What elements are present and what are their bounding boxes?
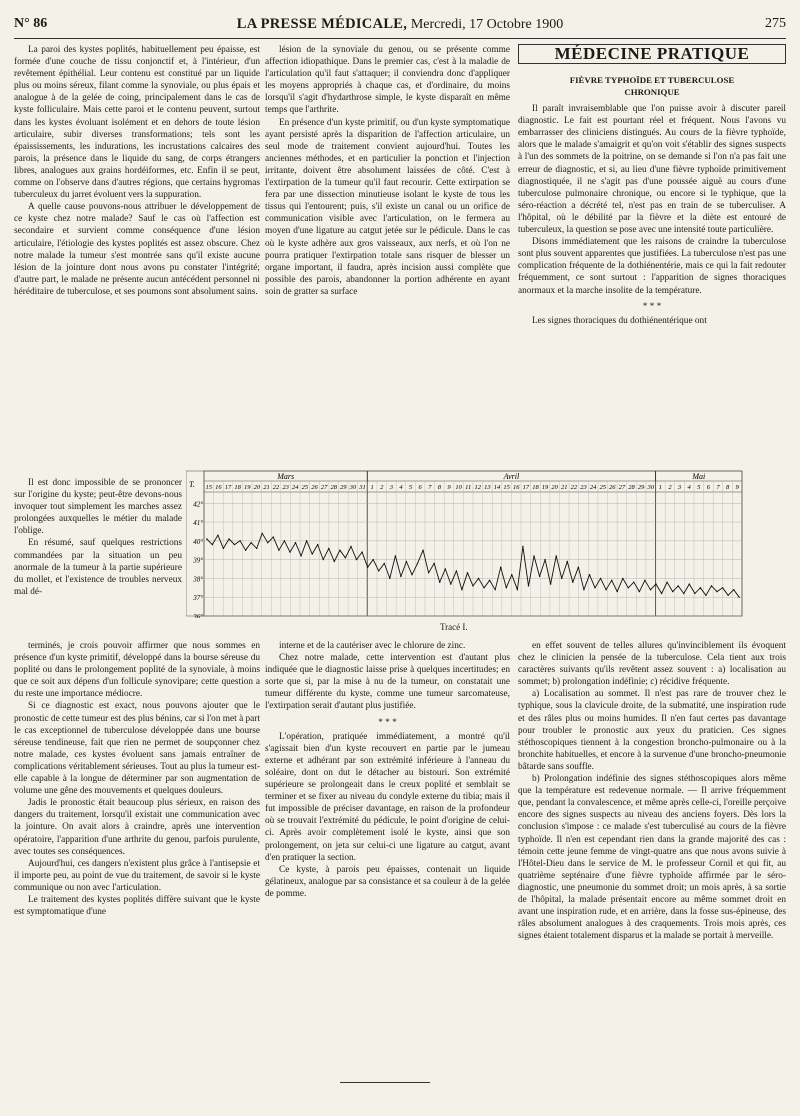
y-tick-label: 36° [193, 613, 203, 618]
column-3-bottom [518, 640, 786, 1095]
day-tick-label: 18 [532, 484, 539, 491]
day-tick-label: 6 [706, 484, 710, 491]
temperature-point [228, 538, 229, 539]
day-tick-label: 22 [272, 484, 280, 491]
paragraph: lésion de la synoviale du genou, ou se présente comme affection idiopathique. Dans le premier cas, c'est à la maladie de l'articulation qu'il faut s'attaquer; il conviendra donc d'appliquer les moyens appropriés à chaque cas, et d'ordinaire, du moins lorsqu'il s'agit d'hydarthrose simple, le kyste disparaît en même temps que l'arthrite. [265, 45, 510, 116]
issue-date: Mercredi, 17 Octobre 1900 [410, 17, 564, 32]
section-title: MÉDECINE PRATIQUE [518, 44, 786, 64]
temperature-point [467, 572, 468, 573]
day-tick-label: 7 [716, 484, 720, 491]
day-tick-label: 13 [484, 484, 491, 491]
temperature-point [506, 587, 507, 588]
temperature-point [655, 583, 656, 584]
day-tick-label: 19 [541, 484, 549, 491]
day-tick-label: 2 [668, 484, 672, 491]
temperature-point [522, 546, 523, 547]
temperature-point [544, 559, 545, 560]
temperature-point [495, 589, 496, 590]
temperature-point [378, 570, 379, 571]
day-tick-label: 5 [697, 484, 701, 491]
temperature-point [312, 553, 313, 554]
temperature-point [628, 587, 629, 588]
day-tick-label: 24 [589, 484, 597, 491]
temperature-point [739, 597, 740, 598]
section-stars: * * * [642, 301, 662, 312]
issue-number: N° 86 [14, 16, 48, 31]
journal-title-line [14, 16, 786, 33]
temperature-point [434, 563, 435, 564]
day-tick-label: 29 [637, 484, 645, 491]
temperature-point [317, 544, 318, 545]
journal-title: LA PRESSE MÉDICALE, [236, 16, 408, 32]
paragraph: en effet souvent de telles allures qu'invinciblement ils évoquent chez le clinicien la pensée de la tuberculose. Cela tient aux trois caractères suivants qu'ils revêtent assez souvent : a) localisation au sommet; b) prolongation indéfinie; c) récidive fréquente. [518, 641, 786, 688]
temperature-point [245, 550, 246, 551]
day-tick-label: 1 [370, 484, 374, 491]
temperature-point [700, 587, 701, 588]
day-tick-label: 18 [234, 484, 241, 491]
temperature-point [373, 559, 374, 560]
paragraph: Chez notre malade, cette intervention est d'autant plus indiquée que le diagnostic laisse prise à quelques incertitudes; en sorte que si, par la mise à nu de la tumeur, on constatait une tumeur différente du kyste, comme une tumeur sarcomateuse, l'extirpation serait d'autant plus justifiée. [265, 653, 510, 712]
day-tick-label: 10 [455, 484, 462, 491]
temperature-point [389, 578, 390, 579]
paragraph: interne et de la cautériser avec le chlorure de zinc. [279, 641, 466, 651]
temperature-point [273, 536, 274, 537]
temperature-point [633, 582, 634, 583]
paragraph: Aujourd'hui, ces dangers n'existent plus grâce à l'antisepsie et il importe peu, au point de vue du traitement, de savoir si le kyste communique ou non avec l'articulation. [14, 858, 260, 893]
day-tick-label: 4 [687, 484, 691, 491]
day-tick-label: 17 [224, 484, 232, 491]
y-tick-label: 39° [193, 556, 203, 565]
temperature-point [572, 582, 573, 583]
temperature-point [694, 593, 695, 594]
day-tick-label: 28 [628, 484, 635, 491]
temperature-point [384, 563, 385, 564]
temperature-point [716, 591, 717, 592]
temperature-chart [186, 470, 744, 618]
day-tick-label: 2 [380, 484, 384, 491]
temperature-point [289, 551, 290, 552]
day-tick-label: 6 [418, 484, 422, 491]
day-tick-label: 16 [512, 484, 520, 491]
temperature-point [561, 578, 562, 579]
temperature-point [445, 568, 446, 569]
paragraph: Disons immédiatement que les raisons de craindre la tuberculose sont plus souvent apparentes que justifiées. La tuberculose n'est pas une complication fréquente de la dothiénentérie, mais ce qui la fait redouter fréquemment, ce sont surtout : l'apparition de signes thoraciques anormaux et la marche insolite de la température. [518, 237, 786, 296]
y-tick-label: 40° [193, 537, 203, 546]
day-tick-label: 20 [551, 484, 558, 491]
temperature-point [345, 557, 346, 558]
day-tick-label: 27 [320, 484, 328, 491]
day-tick-label: 15 [503, 484, 510, 491]
article-title-line: FIÈVRE TYPHOÏDE ET TUBERCULOSE [569, 75, 735, 86]
temperature-point [361, 551, 362, 552]
y-axis-label: T. [189, 480, 195, 489]
day-tick-label: 8 [725, 484, 730, 491]
column-2-bottom [265, 640, 510, 1095]
temperature-point [661, 593, 662, 594]
day-tick-label: 21 [561, 484, 568, 491]
paragraph: Il est donc impossible de se prononcer sur l'origine du kyste; peut-être devons-nous invoquer tout simplement les marches assez prolongées auxquelles le métier du malade l'oblige. [14, 478, 182, 537]
page-number: 275 [765, 16, 786, 31]
temperature-point [511, 574, 512, 575]
temperature-point [223, 548, 224, 549]
temperature-point [528, 585, 529, 586]
day-tick-label: 29 [340, 484, 347, 491]
day-tick-label: 8 [437, 484, 441, 491]
paragraph: b) Prolongation indéfinie des signes stéthoscopiques alors même que la température est redevenue normale. — Il arrive fréquemment que, pendant la convalescence, et même après celle-ci, l'oreille perçoive encore des signes suspects au niveau des anciens foyers. Dès lors la conclusion s'impose : ce malade s'est tuberculisé au cours de la fièvre typhoïde. Il n'en est cependant rien dans la grande majorité des cas : témoin cette jeune femme de vingt-quatre ans que nous avons suivie à l'Hôtel-Dieu dans le service de M. le professeur Cornil et qui fit, au quatrième septénaire d'une fièvre typhoïde affirmée par le séro-diagnostic, une pneumonie du sommet droit; un mois après, à sa sortie de l'hôpital, la malade présentait encore au même sommet droit en avant une inspiration rude, et en arrière, dans la fosse sus-épineuse, des râles absolument analogues à des craquements. Trois mois après, ces signes étaient totalement disparus et la malade se portait à merveille. [518, 774, 786, 942]
temperature-point [334, 561, 335, 562]
column-3-top [518, 44, 786, 468]
temperature-point [578, 567, 579, 568]
day-tick-label: 7 [428, 484, 432, 491]
month-label: Mars [277, 472, 295, 481]
day-tick-label: 4 [399, 484, 403, 491]
temperature-point [367, 567, 368, 568]
column-2-top [265, 44, 510, 468]
temperature-point [400, 576, 401, 577]
temperature-point [605, 589, 606, 590]
temperature-point [539, 576, 540, 577]
temperature-point [406, 561, 407, 562]
y-tick-label: 41° [193, 519, 203, 528]
day-tick-label: 12 [474, 484, 482, 491]
temperature-point [356, 559, 357, 560]
temperature-point [239, 540, 240, 541]
day-tick-label: 26 [311, 484, 318, 491]
day-tick-label: 5 [408, 484, 413, 491]
temperature-point [622, 578, 623, 579]
temperature-point [517, 589, 518, 590]
paragraph: En présence d'un kyste primitif, ou d'un kyste symptomatique ayant persisté après la disparition de l'affection articulaire, un seul mode de traitement convient aujourd'hui. Toutes les anciennes méthodes, et en particulier la ponction et l'injection irritante, doivent être absolument laissées de côté. C'est à l'extirpation de la tumeur qu'il faut recourir. Cette extirpation se fera par une dissection minutieuse isolant le kyste de tous les tissus qui l'entourent; puis, s'il existe un canal ou un orifice de communication visible avec l'articulation, on le fermera au moyen d'une ligature au catgut jetée sur le pédicule. Dans le cas où le kyste adhère aux gros vaisseaux, aux nerfs, et où l'on ne pourra pratiquer l'extirpation totale sans risquer de blesser un organe important, il faudra, après incision aussi complète que possible des parois, abandonner la portion adhérente en ayant soin de gratter sa surface [265, 117, 510, 297]
day-tick-label: 14 [493, 484, 501, 491]
temperature-point [339, 550, 340, 551]
column-1-top [14, 44, 260, 468]
day-tick-label: 31 [359, 484, 366, 491]
day-tick-label: 16 [215, 484, 222, 491]
temperature-point [678, 585, 679, 586]
day-tick-label: 23 [580, 484, 587, 491]
temperature-point [267, 542, 268, 543]
temperature-point [417, 563, 418, 564]
paragraph: Il paraît invraisemblable que l'on puisse avoir à discuter pareil diagnostic. Le fait est pourtant réel et fréquent. Nous l'avons vu embarrasser des cliniciens distingués. Au cours de la fièvre typhoïde, alors que le malade s'amaigrit et qu'on voit s'établir des signes suspects à l'un des sommets de la poitrine, on se demande si l'on n'a pas fait une erreur de diagnostic, et si, au lieu d'une fièvre typhoïde primitivement diagnostiquée, il ne s'agit pas d'une poussée aiguë au cours d'une tuberculose pulmonaire chronique, ou encore si le typhique, que la séro-réaction a décrété tel, n'est pas en train de se tuberculiser. A l'hôpital, où le débilité par la fièvre et la diète est entouré de tuberculeux, la question se pose avec une intensité toute particulière. [518, 104, 786, 236]
temperature-point [689, 583, 690, 584]
temperature-point [350, 546, 351, 547]
day-tick-label: 30 [349, 484, 357, 491]
temperature-point [478, 578, 479, 579]
temperature-point [483, 587, 484, 588]
chart-caption: Tracé I. [440, 622, 468, 632]
column-1-bottom [14, 640, 260, 1095]
temperature-point [428, 572, 429, 573]
temperature-point [711, 585, 712, 586]
paragraph: A quelle cause pouvons-nous attribuer le développement de ce kyste chez notre malade? Sauf le cas où l'affection est secondaire et survient comme conséquence d'une lésion articulaire, l'étiologie des kystes poplités est assez obscure. Chez notre malade la tumeur s'est montrée sans qu'il existe aucune lésion de la jointure dont nous avons pu constater l'intégrité; d'autre part, le malade ne présente aucun antécédent personnel ni héréditaire de tuberculose, et ses poumons sont absolument sains. [14, 202, 260, 297]
temperature-point [262, 533, 263, 534]
paragraph: En résumé, sauf quelques restrictions commandées par la situation un peu anormale de la tumeur à la partie supérieure du mollet, et l'existence de troubles nerveux mal dé- [14, 538, 182, 597]
section-stars: * * * [378, 717, 397, 728]
temperature-point [500, 567, 501, 568]
day-tick-label: 20 [253, 484, 261, 491]
temperature-point [234, 544, 235, 545]
temperature-point [284, 540, 285, 541]
article-title [518, 74, 786, 98]
y-tick-label: 42° [193, 500, 203, 509]
header-rule [14, 38, 786, 39]
temperature-point [461, 589, 462, 590]
temperature-point [533, 555, 534, 556]
temperature-point [611, 580, 612, 581]
day-tick-label: 24 [292, 484, 299, 491]
temperature-point [666, 582, 667, 583]
day-tick-label: 23 [282, 484, 289, 491]
temperature-point [489, 580, 490, 581]
y-tick-label: 37° [193, 594, 203, 603]
temperature-point [456, 570, 457, 571]
temperature-point [450, 583, 451, 584]
day-tick-label: 15 [205, 484, 213, 491]
day-tick-label: 27 [618, 484, 626, 491]
temperature-point [594, 587, 595, 588]
temperature-point [217, 535, 218, 536]
paragraph: Si ce diagnostic est exact, nous pouvons ajouter que le pronostic de cette tumeur est des plus bénins, car si l'on met à part le cas exceptionnel de tuberculose développée dans une bourse séreuse tendineuse, fait que rien ne permet de soupçonner chez notre malade, ces kystes évoluent sans jamais entraîner de complications véritablement sérieuses. Tout au plus la tumeur est-elle capable à la longue de déterminer par son augmentation de volume une gêne des mouvements et quelques douleurs. [14, 701, 260, 797]
month-label: Mai [692, 472, 706, 481]
paragraph: a) Localisation au sommet. Il n'est pas rare de trouver chez le typhique, sous la clavicule droite, de la submatité, une inspiration rude et des râles plus ou moins humides. Il n'en faut certes pas davantage pour troubler le pronostic aux yeux du praticien. Ces signes stéthoscopiques tiennent à la congestion broncho-pulmonaire ou à la bronchite habituelles, et encore à la survenue d'une broncho-pneumonie bâtarde sans souffle. [518, 689, 786, 772]
temperature-point [722, 587, 723, 588]
y-tick-label: 38° [193, 575, 203, 584]
day-tick-label: 9 [735, 484, 739, 491]
paragraph: Jadis le pronostic était beaucoup plus sérieux, en raison des dangers du traitement, lorsqu'il existait une communication avec la jointure. On avait alors à craindre, après une intervention opératoire, l'apparition d'une arthrite du genou, parfois purulente, avec toutes ses conséquences. [14, 798, 260, 857]
temperature-point [395, 555, 396, 556]
temperature-point [556, 555, 557, 556]
temperature-point [567, 561, 568, 562]
day-tick-label: 25 [599, 484, 606, 491]
day-tick-label: 30 [647, 484, 654, 491]
temperature-point [295, 542, 296, 543]
temperature-point [583, 589, 584, 590]
temperature-point [323, 559, 324, 560]
paragraph: L'opération, pratiquée immédiatement, a montré qu'il s'agissait bien d'un kyste recouvert en partie par le jumeau externe et adhérant par son extrémité inférieure à l'anneau du soléaire, dont on dut le détacher au bistouri. Son extrémité supérieure se prolongeait dans le creux poplité et semblait se terminer et se fixer au niveau du condyle externe du tibia; mais il fut impossible de préciser davantage, en raison de la profondeur où se trouvait l'extrémité du pédicule, le point d'origine de celui-ci. Après avoir complètement isolé le kyste, ainsi que son prolongement, on jeta sur celui-ci une ligature au catgut, avant d'en pratiquer la section. [265, 731, 510, 863]
day-tick-label: 22 [570, 484, 578, 491]
day-tick-label: 26 [609, 484, 616, 491]
day-tick-label: 25 [301, 484, 309, 491]
temperature-point [600, 578, 601, 579]
temperature-point [206, 538, 207, 539]
article-title-line: CHRONIQUE [624, 87, 680, 98]
temperature-point [256, 548, 257, 549]
paragraph: Ce kyste, à parois peu épaisses, contenait un liquide gélatineux, analogue par sa consistance et sa couleur à de la gelée de pomme. [265, 864, 510, 899]
temperature-point [472, 585, 473, 586]
day-tick-label: 19 [243, 484, 251, 491]
day-tick-label: 1 [658, 484, 662, 491]
paragraph: Le traitement des kystes poplités diffère suivant que le kyste est symptomatique d'une [14, 894, 260, 918]
day-tick-label: 28 [330, 484, 337, 491]
paragraph: Les signes thoraciques du dothiénentérique ont [532, 315, 707, 326]
day-tick-label: 9 [447, 484, 451, 491]
temperature-point [683, 593, 684, 594]
day-tick-label: 11 [465, 484, 472, 491]
temperature-point [644, 580, 645, 581]
temperature-point [705, 595, 706, 596]
temperature-point [212, 544, 213, 545]
temperature-point [328, 548, 329, 549]
month-label: Avril [503, 472, 520, 481]
temperature-point [617, 591, 618, 592]
day-tick-label: 3 [389, 484, 393, 491]
paragraph: terminés, je crois pouvoir affirmer que nous sommes en présence d'un kyste primitif, développé dans la bourse séreuse du poplité ou dans le prolongement poplité de la synoviale, à moins que ce soit aux dépens d'un follicule synovipare; cette question a du reste une importance médiocre. [14, 641, 260, 700]
temperature-point [733, 589, 734, 590]
temperature-point [411, 574, 412, 575]
temperature-point [278, 550, 279, 551]
page-header [14, 16, 786, 36]
temperature-point [439, 582, 440, 583]
day-tick-label: 21 [263, 484, 270, 491]
paragraph: La paroi des kystes poplités, habituellement peu épaisse, est formée d'une couche de tissu conjonctif et, à l'intérieur, d'un revêtement épithélial. Leur contenu est constitué par un liquide plus ou moins séreux, filant comme la synoviale, ou plus épais et analogue à de la gelée de coing, principalement dans le cas de kyste folliculaire. Mais cette paroi et le contenu peuvent, surtout dans les kystes évoluant isolément et en dehors de toute lésion articulaire, subir diverses transformations; tels sont les épaississements, les indurations, les incrustations calcaires des parois, la présence dans le liquide du sang, de corps étrangers libres, analogues aux grains hordéiformes, etc. Enfin il se peut, comme on l'observe dans d'autres régions, que certains hygromas tuberculeux du jarret évoluent vers la suppuration. [14, 45, 260, 201]
temperature-point [727, 595, 728, 596]
column-1-middle [14, 477, 182, 639]
day-tick-label: 3 [677, 484, 682, 491]
temperature-point [589, 574, 590, 575]
temperature-point [672, 591, 673, 592]
temperature-point [422, 550, 423, 551]
temperature-point [639, 591, 640, 592]
day-tick-label: 17 [522, 484, 530, 491]
temperature-point [550, 583, 551, 584]
temperature-point [650, 589, 651, 590]
temperature-point [306, 540, 307, 541]
temperature-point [250, 542, 251, 543]
article-end-rule [340, 1082, 430, 1083]
temperature-point [300, 555, 301, 556]
